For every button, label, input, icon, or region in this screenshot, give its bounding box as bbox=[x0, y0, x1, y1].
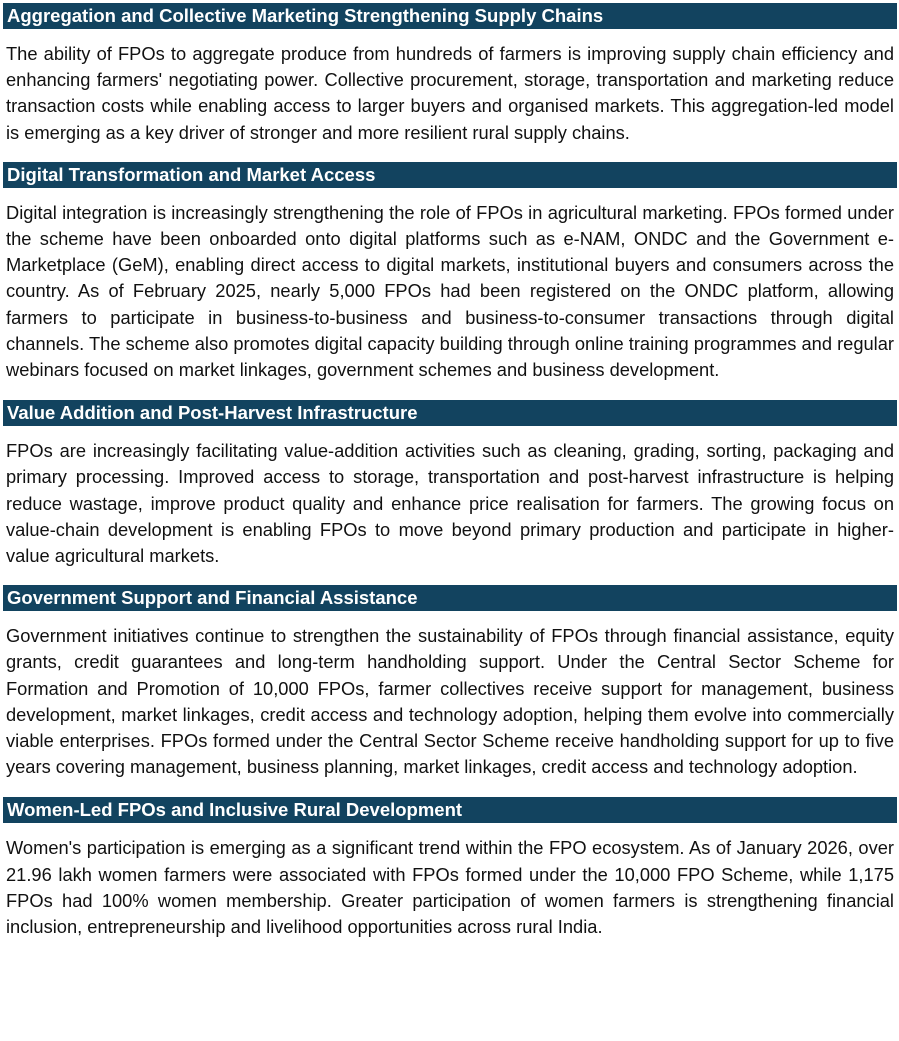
section-value-addition bbox=[3, 400, 897, 569]
section-heading: Value Addition and Post-Harvest Infrastructure bbox=[3, 400, 897, 426]
section-paragraph: Digital integration is increasingly strengthening the role of FPOs in agricultural marketing. FPOs formed under the scheme have been onboarded onto digital platforms such as e-NAM, ONDC and the Government e-Marketplace (GeM), enabling direct access to digital markets, institutional buyers and consumers across the country. As of February 2025, nearly 5,000 FPOs had been registered on the ONDC platform, allowing farmers to participate in business-to-business and business-to-consumer transactions through digital channels. The scheme also promotes digital capacity building through online training programmes and regular webinars focused on market linkages, government schemes and business development. bbox=[6, 201, 894, 381]
section-heading: Women-Led FPOs and Inclusive Rural Development bbox=[3, 797, 897, 823]
section-government-support bbox=[3, 585, 897, 780]
section-heading: Digital Transformation and Market Access bbox=[3, 162, 897, 188]
section-digital-transformation bbox=[3, 162, 897, 383]
section-heading: Government Support and Financial Assistance bbox=[3, 585, 897, 611]
section-aggregation bbox=[3, 3, 897, 146]
section-paragraph: FPOs are increasingly facilitating value-addition activities such as cleaning, grading, sorting, packaging and primary processing. Improved access to storage, transportation and post-harvest infrastructure is helping reduce wastage, improve product quality and enhance price realisation for farmers. The growing focus on value-chain development is enabling FPOs to move beyond primary production and participate in higher-value agricultural markets. bbox=[6, 440, 894, 567]
section-heading: Aggregation and Collective Marketing Strengthening Supply Chains bbox=[3, 3, 897, 29]
section-women-led-fpos bbox=[3, 797, 897, 940]
section-paragraph: The ability of FPOs to aggregate produce from hundreds of farmers is improving supply chain efficiency and enhancing farmers' negotiating power. Collective procurement, storage, transportation and marketing reduce transaction costs while enabling access to larger buyers and organised markets. This aggregation-led model is emerging as a key driver of stronger and more resilient rural supply chains. bbox=[6, 43, 894, 143]
section-paragraph: Women's participation is emerging as a significant trend within the FPO ecosystem. As of January 2026, over 21.96 lakh women farmers were associated with FPOs formed under the 10,000 FPO Scheme, while 1,175 FPOs had 100% women membership. Greater participation of women farmers is strengthening financial inclusion, entrepreneurship and livelihood opportunities across rural India. bbox=[6, 837, 894, 938]
section-paragraph: Government initiatives continue to strengthen the sustainability of FPOs through financial assistance, equity grants, credit guarantees and long-term handholding support. Under the Central Sector Scheme for Formation and Promotion of 10,000 FPOs, farmer collectives receive support for management, business development, market linkages, credit access and technology adoption, helping them evolve into commercially viable enterprises. FPOs formed under the Central Sector Scheme receive handholding support for up to five years covering management, business planning, market linkages, credit access and technology adoption. bbox=[6, 625, 894, 778]
